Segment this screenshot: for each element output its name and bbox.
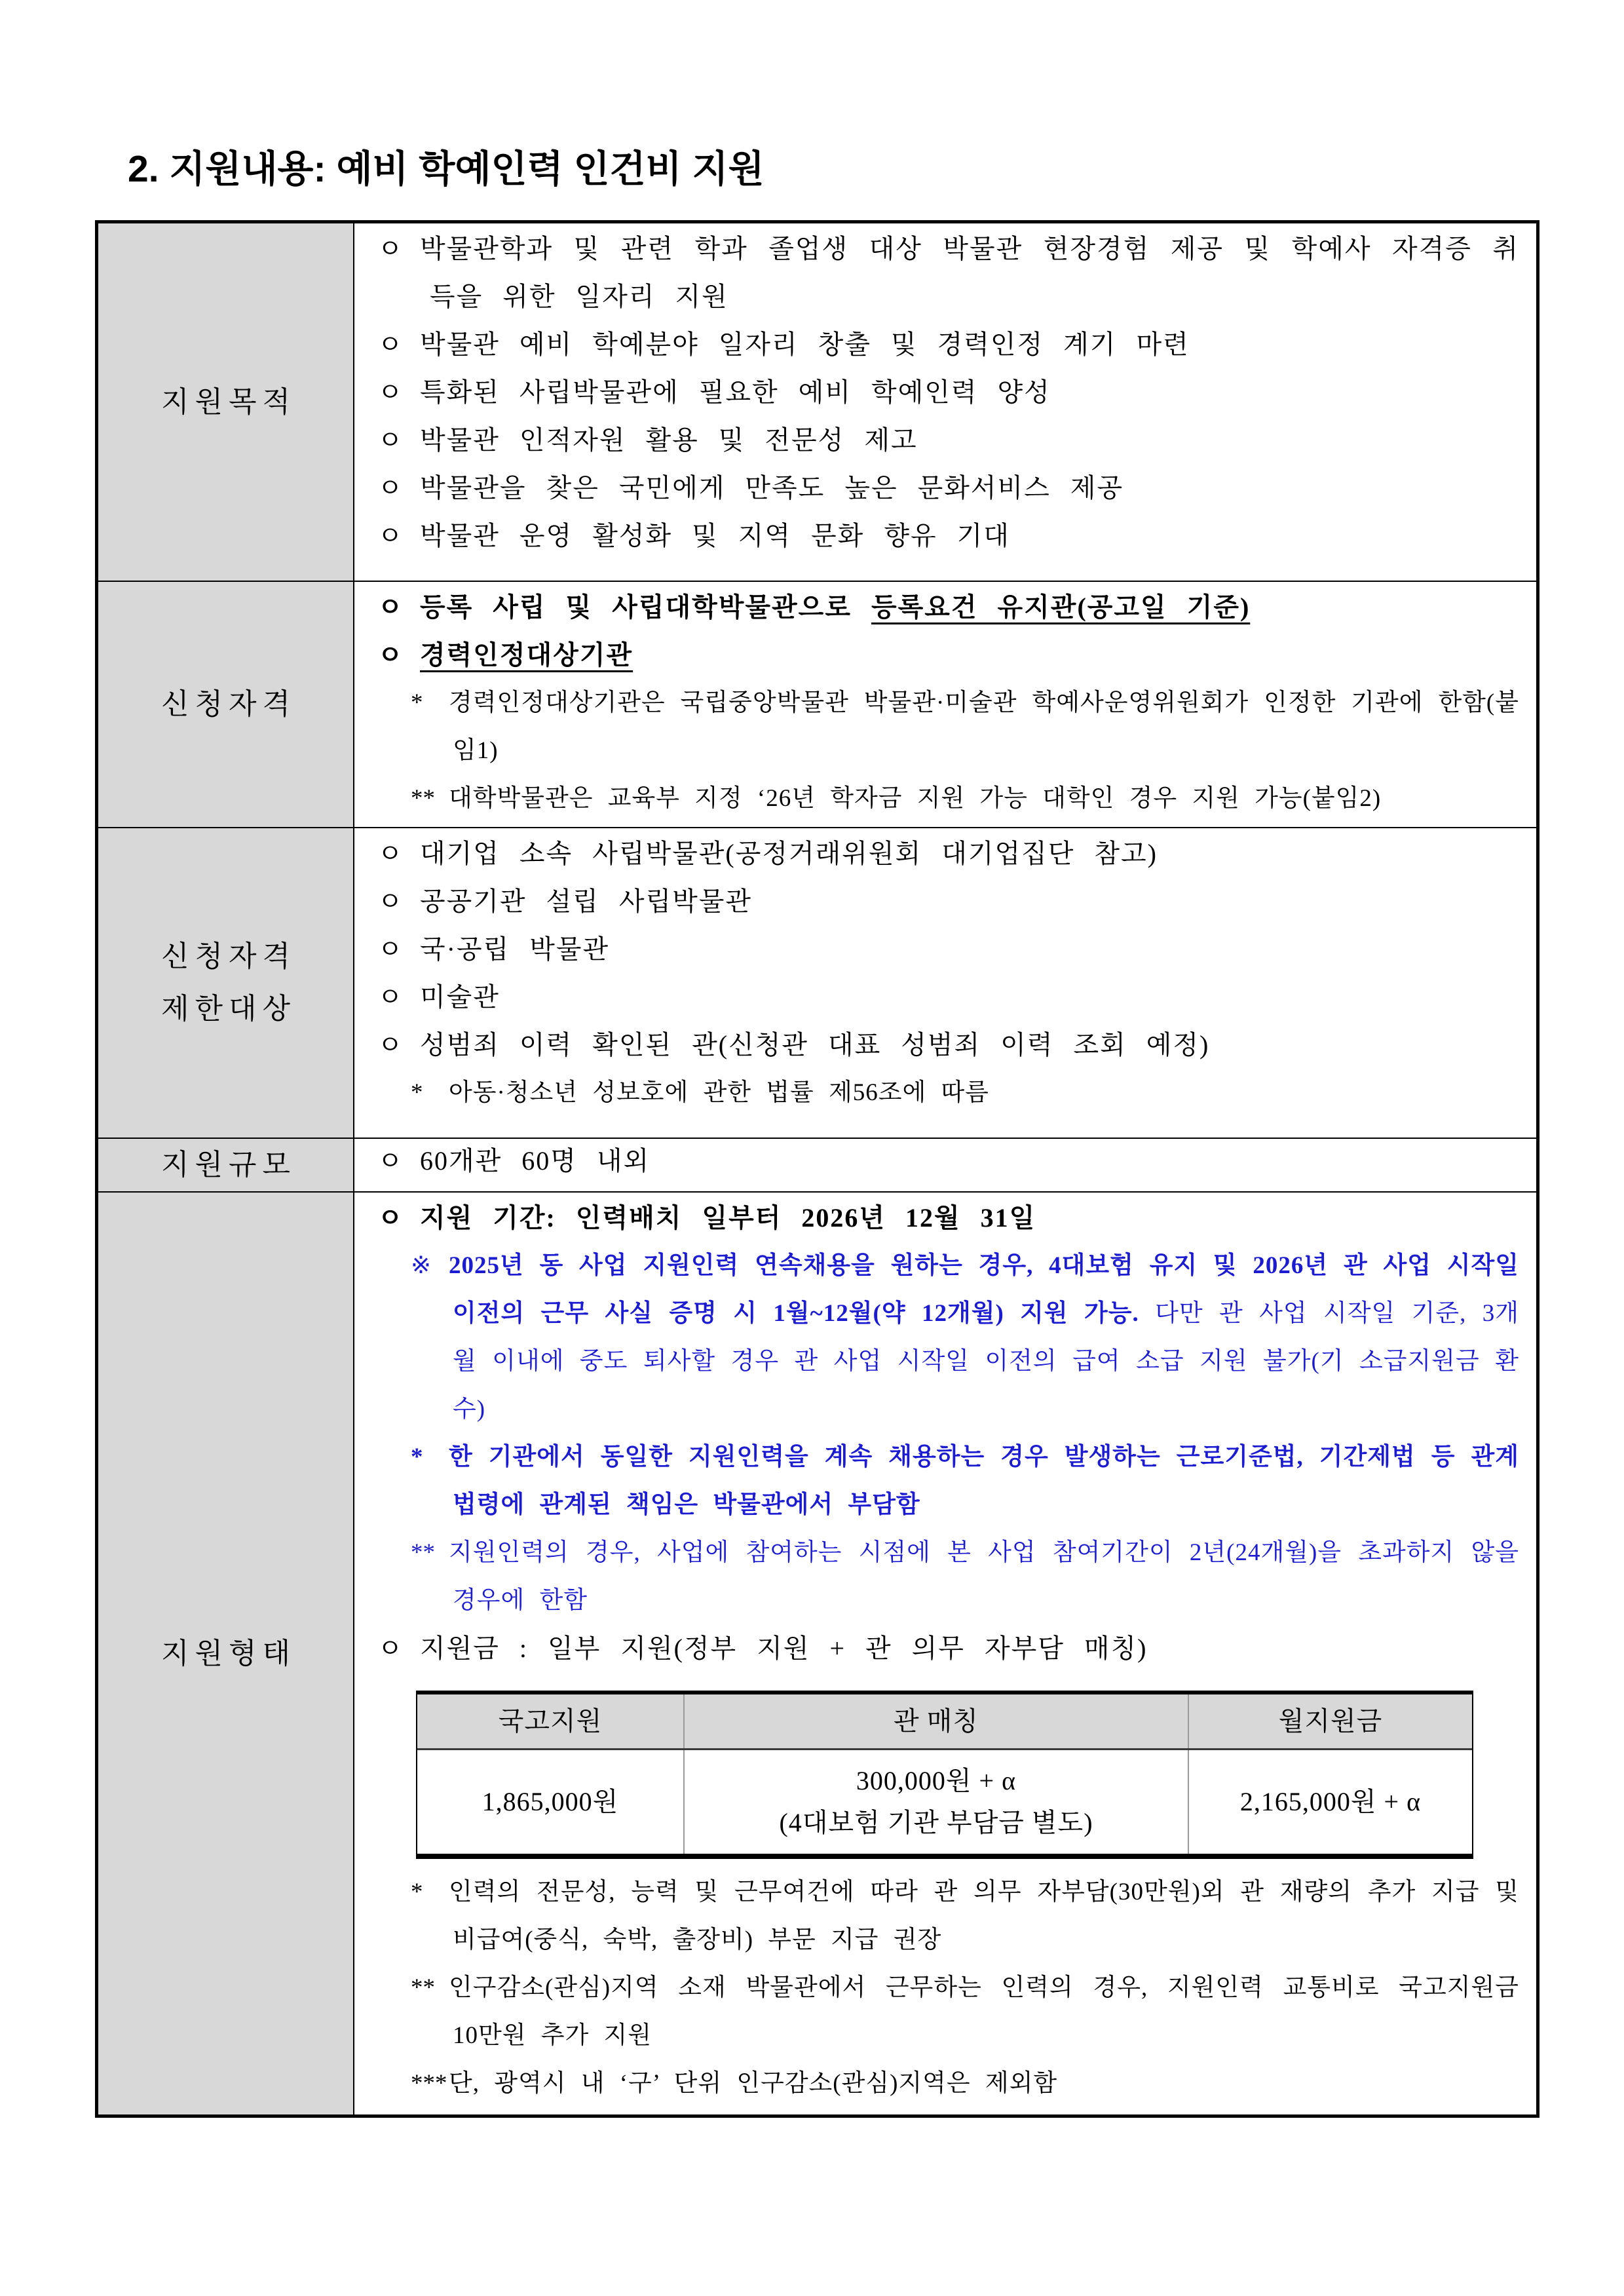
amount-table-data-row <box>417 1750 1472 1854</box>
row-header-cell <box>98 1139 354 1191</box>
text-segment: 국·공립 박물관 <box>420 934 610 964</box>
amount-table-data-cell <box>683 1750 1189 1854</box>
amount-table-data-cell <box>417 1750 683 1854</box>
paragraph <box>375 1529 1519 1624</box>
bullet-marker: ㅇ <box>377 1030 404 1060</box>
row-content-cell <box>354 1139 1536 1191</box>
paragraph <box>375 631 1519 679</box>
text-segment: 경력인정대상기관은 국립중앙박물관 박물관·미술관 학예사운영위원회가 인정한 기관에 한함(붙임1) <box>449 689 1519 764</box>
row-header-cell <box>98 223 354 581</box>
paragraph <box>375 320 1519 368</box>
row-header-label: 제한대상 <box>161 993 296 1025</box>
bullet-marker: ** <box>411 1974 435 2001</box>
bullet-marker: ㅇ <box>377 377 404 407</box>
row-content-cell <box>354 828 1536 1138</box>
amount-table-header-cell <box>417 1694 683 1748</box>
text-segment: 박물관 인적자원 활용 및 전문성 제고 <box>420 425 918 455</box>
paragraph <box>375 925 1519 973</box>
text-segment: 경력인정대상기관 <box>420 640 633 670</box>
paragraph <box>375 775 1519 822</box>
text-segment: 대학박물관은 교육부 지정 ‘26년 학자금 지원 가능 대학인 경우 지원 가능(붙임2) <box>449 785 1382 812</box>
text-segment: 박물관을 찾은 국민에게 만족도 높은 문화서비스 제공 <box>420 473 1124 503</box>
amount-table-header-label: 관 매칭 <box>894 1706 979 1736</box>
table-row <box>98 581 1536 827</box>
paragraph <box>375 416 1519 464</box>
text-segment: 성범죄 이력 확인된 관(신청관 대표 성범죄 이력 조회 예정) <box>420 1030 1210 1060</box>
paragraph <box>375 1242 1519 1433</box>
paragraph <box>375 2059 1519 2107</box>
bullet-marker: * <box>411 1079 423 1106</box>
row-header-cell <box>98 1193 354 2114</box>
text-segment: 대기업 소속 사립박물관(공정거래위원회 대기업집단 참고) <box>420 839 1158 868</box>
bullet-marker: * <box>411 1444 423 1470</box>
bullet-marker: ㅇ <box>377 982 404 1012</box>
text-segment: 등록 사립 및 사립대학박물관으로 <box>420 592 871 622</box>
text-segment: 인력의 전문성, 능력 및 근무여건에 따라 관 의무 자부담(30만원)외 관 재량의 추가 지급 및 비급여(중식, 숙박, 출장비) 부문 지급 권장 <box>449 1879 1519 1953</box>
row-content-cell <box>354 582 1536 827</box>
bullet-marker: ㅇ <box>377 640 404 670</box>
amount-table-value: 1,865,000원 <box>482 1787 619 1816</box>
text-segment: 단, 광역시 내 ‘구’ 단위 인구감소(관심)지역은 제외함 <box>449 2070 1058 2097</box>
bullet-marker: * <box>411 1879 423 1905</box>
row-header-label: 지원규모 <box>161 1149 296 1181</box>
amount-table-header-cell <box>1189 1694 1472 1748</box>
bullet-marker: *** <box>411 2070 447 2097</box>
paragraph <box>375 512 1519 560</box>
text-segment: 다만 관 사업 시작일 기준, 3개월 이내에 중도 퇴사할 경우 관 사업 시작일 이전의 급여 소급 지원 불가(기 소급지원금 환수) <box>453 1300 1519 1423</box>
amount-table-value: (4대보험 기관 부담금 별도) <box>779 1808 1093 1837</box>
paragraph <box>375 973 1519 1021</box>
amount-table-header-label: 월지원금 <box>1278 1706 1383 1736</box>
bullet-marker: ㅇ <box>377 1634 404 1663</box>
row-content-cell <box>354 1193 1536 2114</box>
text-segment: 지원금 : 일부 지원(정부 지원 + 관 의무 자부담 매칭) <box>420 1634 1148 1663</box>
row-header-label: 신청자격 <box>161 688 296 720</box>
bullet-marker: ㅇ <box>377 1146 404 1176</box>
paragraph <box>375 1069 1519 1117</box>
amount-table-header-row <box>417 1694 1472 1750</box>
paragraph <box>375 877 1519 925</box>
bullet-marker: ㅇ <box>377 887 404 916</box>
paragraph <box>375 1140 1519 1181</box>
bullet-marker: ㅇ <box>377 934 404 964</box>
paragraph <box>375 1624 1519 1672</box>
amount-table-header-label: 국고지원 <box>498 1706 603 1736</box>
paragraph <box>375 1021 1519 1069</box>
row-header-label: 신청자격 <box>161 940 296 972</box>
bullet-marker: ㅇ <box>377 473 404 503</box>
text-segment: 특화된 사립박물관에 필요한 예비 학예인력 양성 <box>420 377 1051 407</box>
text-segment: 2025년 동 사업 지원인력 연속채용을 원하는 경우, 4대보험 유지 및 2026년 관 사업 시작일 이전의 근무 사실 증명 시 1월~12월(약 12개월) 지원 가능. <box>449 1252 1519 1327</box>
paragraph <box>375 830 1519 877</box>
text-segment: 박물관 예비 학예분야 일자리 창출 및 경력인정 계기 마련 <box>420 330 1190 359</box>
text-segment: 미술관 <box>420 982 500 1012</box>
bullet-marker: ㅇ <box>377 330 404 359</box>
bullet-marker: ㅇ <box>377 425 404 455</box>
text-segment: 60개관 60명 내외 <box>420 1146 651 1176</box>
table-row <box>98 1138 1536 1191</box>
paragraph <box>375 1964 1519 2059</box>
paragraph <box>375 1194 1519 1242</box>
text-segment: 한 기관에서 동일한 지원인력을 계속 채용하는 경우 발생하는 근로기준법, 기간제법 등 관계 법령에 관계된 책임은 박물관에서 부담함 <box>449 1444 1519 1518</box>
bullet-marker: ** <box>411 1539 435 1566</box>
info-table <box>95 220 1539 2118</box>
row-header-label: 지원형태 <box>161 1637 296 1670</box>
bullet-marker: ** <box>411 785 435 812</box>
paragraph <box>375 1868 1519 1964</box>
bullet-marker: ㅇ <box>377 839 404 868</box>
text-segment: 등록요건 유지관(공고일 기준) <box>871 592 1251 622</box>
paragraph <box>375 1433 1519 1529</box>
row-header-label: 지원목적 <box>161 385 296 418</box>
text-segment: 박물관 운영 활성화 및 지역 문화 향유 기대 <box>420 521 1010 550</box>
paragraph <box>375 464 1519 512</box>
page-title: 2. 지원내용: 예비 학예인력 인건비 지원 <box>128 148 765 190</box>
text-segment: 지원인력의 경우, 사업에 참여하는 시점에 본 사업 참여기간이 2년(24개월)을 초과하지 않을 경우에 한함 <box>449 1539 1519 1614</box>
bullet-marker: ㅇ <box>377 592 404 622</box>
paragraph <box>375 679 1519 775</box>
text-segment: 박물관학과 및 관련 학과 졸업생 대상 박물관 현장경험 제공 및 학예사 자격증 취득을 위한 일자리 지원 <box>420 234 1519 311</box>
paragraph <box>375 368 1519 416</box>
amount-table-data-cell <box>1189 1750 1472 1854</box>
amount-table <box>416 1691 1473 1859</box>
row-header-cell <box>98 828 354 1138</box>
text-segment: 인구감소(관심)지역 소재 박물관에서 근무하는 인력의 경우, 지원인력 교통비로 국고지원금 10만원 추가 지원 <box>449 1974 1519 2049</box>
bullet-marker: ※ <box>411 1252 432 1279</box>
bullet-marker: ㅇ <box>377 521 404 550</box>
bullet-marker: * <box>411 689 423 716</box>
text-segment: 지원 기간: 인력배치 일부터 2026년 12월 31일 <box>420 1203 1036 1233</box>
text-segment: 공공기관 설립 사립박물관 <box>420 887 753 916</box>
table-row <box>98 827 1536 1138</box>
bullet-marker: ㅇ <box>377 234 404 263</box>
text-segment: 아동·청소년 성보호에 관한 법률 제56조에 따름 <box>449 1079 989 1106</box>
amount-table-value: 300,000원 + α <box>856 1766 1017 1795</box>
paragraph <box>375 225 1519 320</box>
table-row <box>98 223 1536 581</box>
bullet-marker: ㅇ <box>377 1203 404 1233</box>
table-row <box>98 1191 1536 2114</box>
row-header-cell <box>98 582 354 827</box>
row-content-cell <box>354 223 1536 581</box>
paragraph <box>375 583 1519 631</box>
amount-table-value: 2,165,000원 + α <box>1239 1787 1422 1816</box>
amount-table-header-cell <box>683 1694 1189 1748</box>
